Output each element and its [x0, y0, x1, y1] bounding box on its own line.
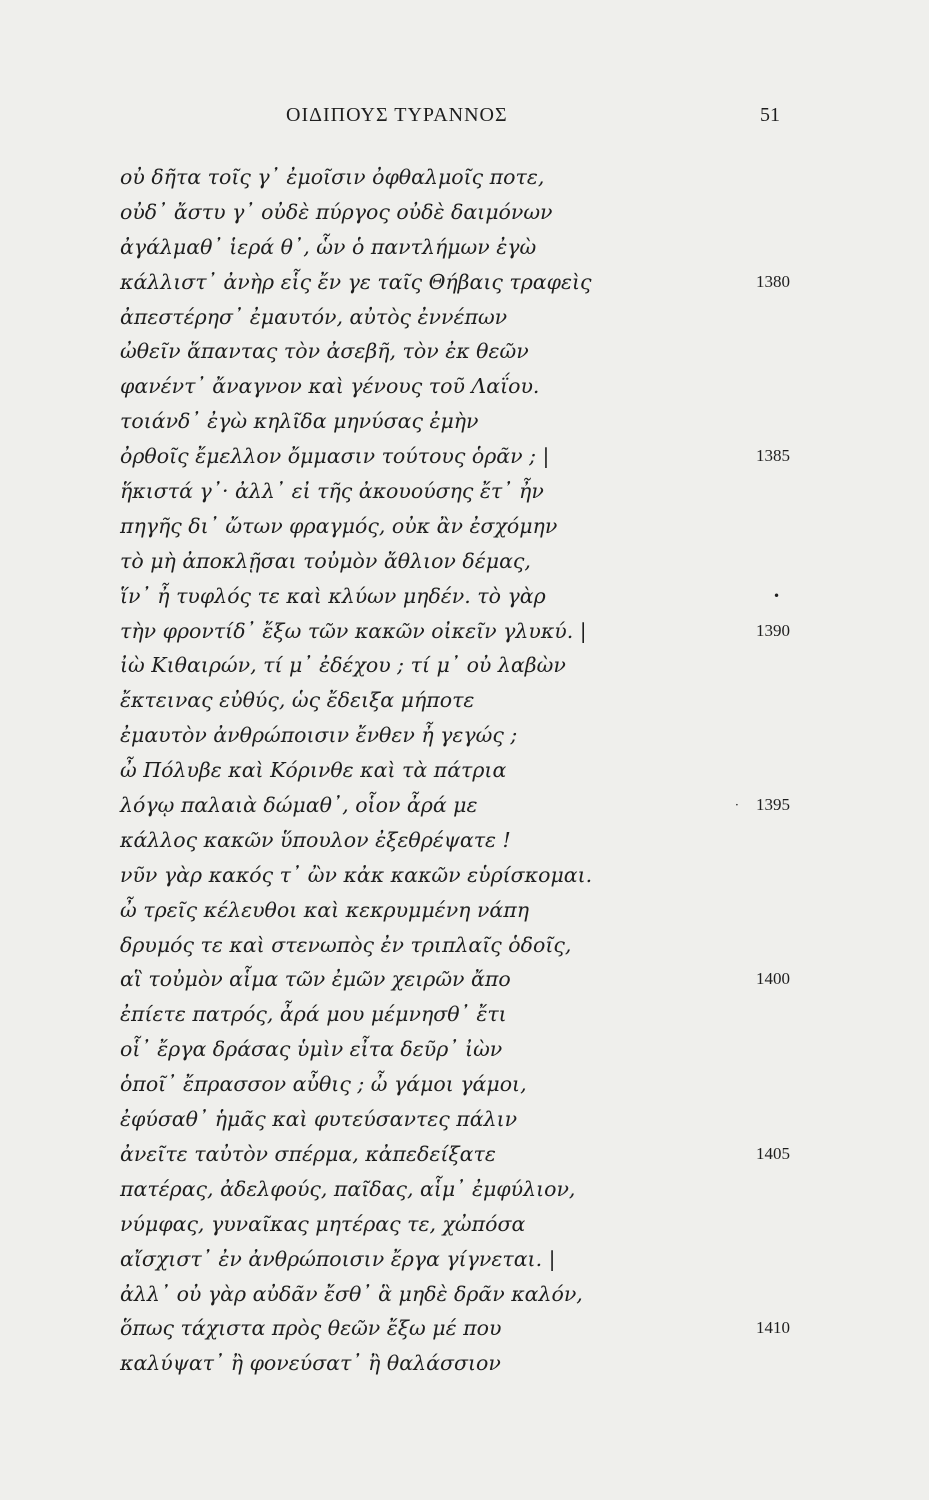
verse-text: ἀνεῖτε ταὐτὸν σπέρμα, κἀπεδείξατε	[120, 1141, 496, 1166]
line-number: 1390	[756, 620, 790, 640]
verse-line	[0, 509, 929, 544]
verse-text: ὦ Πόλυβε καὶ Κόρινθε καὶ τὰ πάτρια	[120, 758, 507, 783]
verse-line	[0, 195, 929, 230]
verse-line	[0, 1346, 929, 1381]
line-number: 1410	[756, 1318, 790, 1338]
running-title: ΟΙΔΙΠΟΥΣ ΤΥΡΑΝΝΟΣ	[286, 104, 508, 126]
verse-text: ἥκιστά γ᾽· ἀλλ᾽ εἰ τῆς ἀκουούσης ἔτ᾽ ἦν	[120, 479, 544, 504]
verse-text: ἀλλ᾽ οὐ γὰρ αὐδᾶν ἔσθ᾽ ἃ μηδὲ δρᾶν καλόν,	[120, 1281, 583, 1306]
verse-line	[0, 265, 929, 300]
line-number: 1395	[756, 795, 790, 815]
verse-text: αἳ τοὐμὸν αἷμα τῶν ἐμῶν χειρῶν ἄπο	[120, 967, 511, 992]
verse-text: τὴν φροντίδ᾽ ἔξω τῶν κακῶν οἰκεῖν γλυκύ. |	[120, 618, 587, 643]
verse-text: οἷ᾽ ἔργα δράσας ὑμὶν εἶτα δεῦρ᾽ ἰὼν	[120, 1037, 503, 1062]
verse-line	[0, 474, 929, 509]
verse-line	[0, 1067, 929, 1102]
verse-text: ὠθεῖν ἅπαντας τὸν ἀσεβῆ, τὸν ἐκ θεῶν	[120, 339, 529, 364]
verse-text: καλύψατ᾽ ἢ φονεύσατ᾽ ἢ θαλάσσιον	[120, 1351, 501, 1376]
verse-line	[0, 823, 929, 858]
verse-text: ἔκτεινας εὐθύς, ὡς ἔδειξα μήποτε	[120, 688, 475, 713]
verse-text: ἀγάλμαθ᾽ ἱερά θ᾽, ὧν ὁ παντλήμων ἐγὼ	[120, 234, 537, 259]
page-number: 51	[760, 104, 780, 126]
verse-line	[0, 997, 929, 1032]
verse-line	[0, 1137, 929, 1172]
verse-line	[0, 160, 929, 195]
verse-text: λόγῳ παλαιὰ δώμαθ᾽, οἷον ἆρά με	[120, 793, 478, 818]
verse-text: φανέντ᾽ ἄναγνον καὶ γένους τοῦ Λαΐου.	[120, 374, 540, 399]
verse-text: ὦ τρεῖς κέλευθοι καὶ κεκρυμμένη νάπη	[120, 897, 530, 922]
line-number: 1400	[756, 969, 790, 989]
verse-line	[0, 648, 929, 683]
verse-line	[0, 928, 929, 963]
verse-line	[0, 1207, 929, 1242]
verse-line	[0, 334, 929, 369]
verse-line	[0, 230, 929, 265]
verse-text: ὅπως τάχιστα πρὸς θεῶν ἔξω μέ που	[120, 1316, 502, 1341]
verse-line	[0, 788, 929, 823]
verse-text: κάλλος κακῶν ὕπουλον ἐξεθρέψατε !	[120, 827, 511, 852]
verse-text: δρυμός τε καὶ στενωπὸς ἐν τριπλαῖς ὁδοῖς,	[120, 932, 572, 957]
verse-line	[0, 404, 929, 439]
verse-line	[0, 614, 929, 649]
verse-line	[0, 369, 929, 404]
verse-text: πηγῆς δι᾽ ὤτων φραγμός, οὐκ ἂν ἐσχόμην	[120, 513, 558, 538]
verse-line	[0, 683, 929, 718]
verse-line	[0, 858, 929, 893]
verse-line	[0, 1311, 929, 1346]
verse-line	[0, 579, 929, 614]
verse-line	[0, 544, 929, 579]
verse-line	[0, 1242, 929, 1277]
line-number: 1380	[756, 271, 790, 291]
line-number: 1385	[756, 446, 790, 466]
verse-text: κάλλιστ᾽ ἀνὴρ εἷς ἔν γε ταῖς Θήβαις τραφεὶς	[120, 269, 592, 294]
margin-dot: ·	[735, 798, 739, 813]
verse-text: νῦν γὰρ κακός τ᾽ ὢν κἀκ κακῶν εὑρίσκομαι.	[120, 862, 593, 887]
verse-line	[0, 1032, 929, 1067]
verse-text: ἀπεστέρησ᾽ ἐμαυτόν, αὐτὸς ἐννέπων	[120, 304, 508, 329]
verse-line	[0, 962, 929, 997]
verse-line	[0, 1172, 929, 1207]
verse-line	[0, 753, 929, 788]
verse-text: νύμφας, γυναῖκας μητέρας τε, χὠπόσα	[120, 1211, 526, 1236]
verse-text: πατέρας, ἀδελφούς, παῖδας, αἷμ᾽ ἐμφύλιον,	[120, 1176, 576, 1201]
verse-text: ἐπίετε πατρός, ἆρά μου μέμνησθ᾽ ἔτι	[120, 1002, 507, 1027]
line-number: 1405	[756, 1143, 790, 1163]
verse-text: αἴσχιστ᾽ ἐν ἀνθρώποισιν ἔργα γίγνεται. |	[120, 1246, 556, 1271]
verse-line	[0, 718, 929, 753]
verse-text: ἐμαυτὸν ἀνθρώποισιν ἔνθεν ἦ γεγώς ;	[120, 723, 518, 748]
verse-text: τοιάνδ᾽ ἐγὼ κηλῖδα μηνύσας ἐμὴν	[120, 409, 479, 434]
verse-text: ὁποῖ᾽ ἔπρασσον αὖθις ; ὦ γάμοι γάμοι,	[120, 1072, 527, 1097]
verse-line	[0, 439, 929, 474]
verse-block	[0, 160, 929, 1381]
verse-text: τὸ μὴ ἀποκλῇσαι τοὐμὸν ἄθλιον δέμας,	[120, 548, 531, 573]
verse-text: ἵν᾽ ἦ τυφλός τε καὶ κλύων μηδέν. τὸ γὰρ	[120, 583, 546, 608]
verse-line	[0, 893, 929, 928]
verse-text: ὀρθοῖς ἔμελλον ὄμμασιν τούτους ὁρᾶν ; |	[120, 444, 550, 469]
verse-text: οὐδ᾽ ἄστυ γ᾽ οὐδὲ πύργος οὐδὲ δαιμόνων	[120, 199, 553, 224]
verse-line	[0, 1277, 929, 1312]
verse-line	[0, 300, 929, 335]
verse-text: ἐφύσαθ᾽ ἡμᾶς καὶ φυτεύσαντες πάλιν	[120, 1107, 518, 1132]
verse-text: οὐ δῆτα τοῖς γ᾽ ἐμοῖσιν ὀφθαλμοῖς ποτε,	[120, 165, 545, 189]
verse-text: ἰὼ Κιθαιρών, τί μ᾽ ἐδέχου ; τί μ᾽ οὐ λαβὼν	[120, 653, 566, 678]
margin-mark: •	[773, 588, 781, 603]
verse-line	[0, 1102, 929, 1137]
